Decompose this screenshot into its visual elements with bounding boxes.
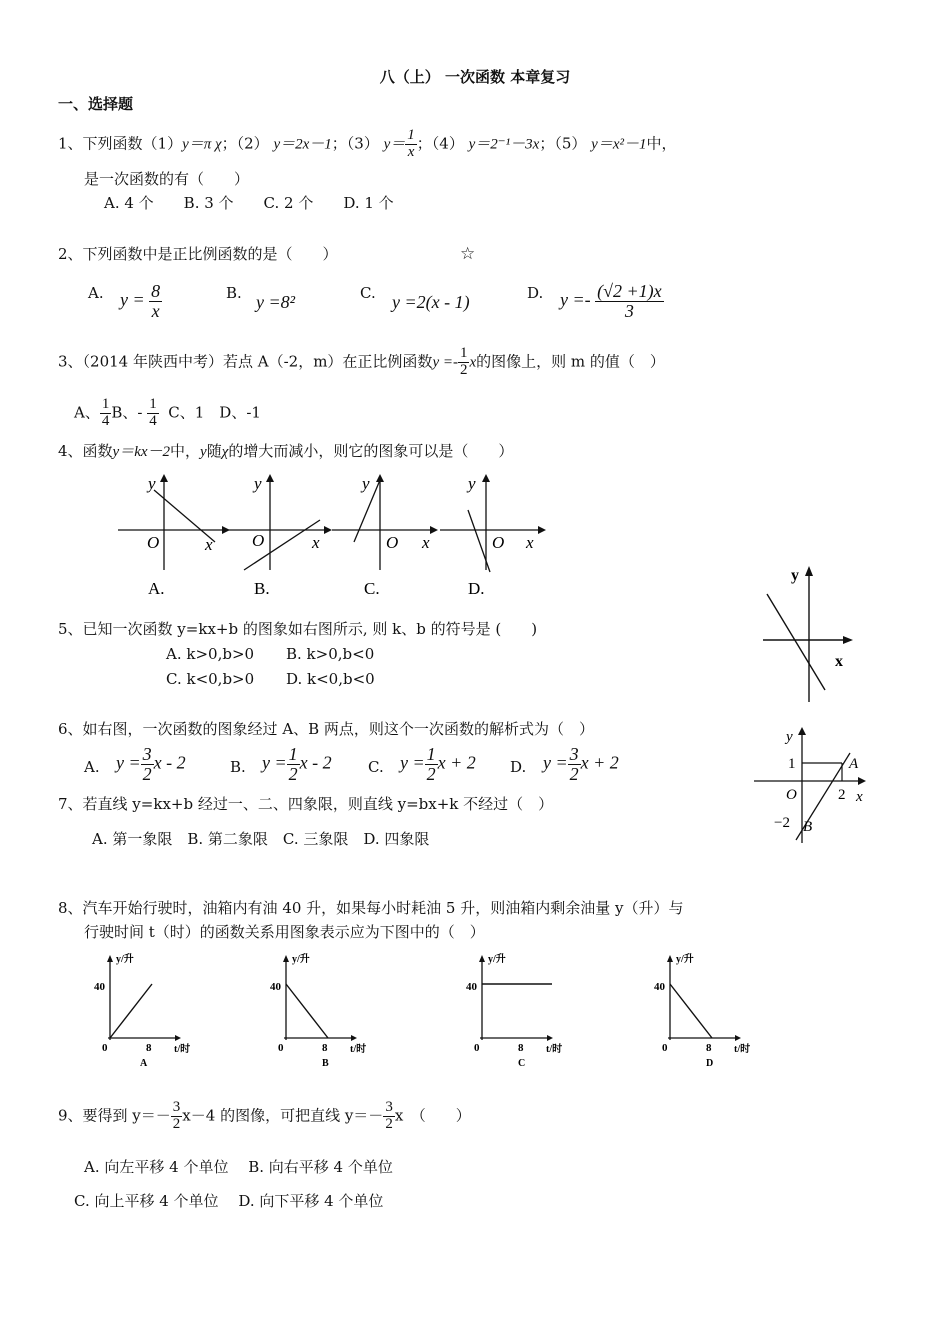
frac-numerator: 3 [385, 1099, 393, 1115]
q1-formula-3-lhs: y＝ [383, 136, 406, 153]
q1-text: 下列函数（1） [82, 134, 183, 153]
q4-graph-a [118, 474, 230, 598]
q2-a-frac [149, 282, 162, 321]
q3-options [74, 397, 261, 430]
q9-frac-2 [383, 1100, 395, 1133]
q6-option-b-label: B. [230, 758, 246, 776]
q9-options-ab: A. 向左平移 4 个单位 B. 向右平移 4 个单位 [84, 1158, 393, 1176]
origin-label: 0 [102, 1042, 108, 1054]
y-axis-arrow-icon [805, 566, 813, 576]
question-8-line-2: 行驶时间 t（时）的函数关系用图象表示应为下图中的（ ） [84, 923, 485, 941]
frac-numerator: 3 [172, 1099, 181, 1115]
x-axis-label: t/时 [350, 1044, 367, 1055]
frac-denominator: 2 [142, 763, 152, 784]
q4-var-y: y [200, 444, 207, 460]
q2-option-d [560, 282, 664, 321]
q3-text-1: 3、（2014 年陕西中考）若点 A（-2，m）在正比例函数 [58, 352, 433, 371]
q4-text-1: 4、函数 [58, 442, 113, 460]
frac-denominator: x [151, 300, 160, 321]
q1-formula-5: y＝x²－1 [591, 136, 647, 153]
x-axis-arrow-icon [858, 777, 866, 785]
q8-graph-b [270, 952, 366, 1069]
graph-label: B. [254, 579, 270, 598]
frac-numerator: (√2 +1)x [597, 281, 662, 301]
frac-denominator: 4 [101, 412, 110, 429]
q5-option-b: B. k>0,b<0 [286, 645, 375, 663]
graph-label: D [706, 1058, 714, 1069]
question-2: 2、下列函数中是正比例函数的是（ ） [58, 245, 338, 263]
q6-lhs: y = [543, 752, 568, 773]
q5-figure [755, 560, 865, 710]
q9-text-2: x－4 的图像，可把直线 y＝－ [182, 1106, 384, 1125]
frac-denominator: 2 [459, 361, 468, 378]
q6-b-frac [287, 745, 300, 784]
q1-sep-1: ；（2） [221, 134, 269, 153]
q3-a-frac [100, 397, 112, 430]
x-label: x [835, 653, 843, 670]
q4-text-4: 的增大而减小，则它的图象可以是（ ） [228, 442, 514, 460]
q2-d-frac [595, 282, 664, 321]
q7-options: A. 第一象限 B. 第二象限 C. 三象限 D. 四象限 [92, 830, 430, 848]
origin-label: O [786, 787, 797, 803]
y-axis-arrow-icon [479, 955, 485, 962]
frac-numerator: 1 [407, 127, 415, 143]
y-axis-label: y/升 [488, 954, 506, 965]
tick-label-8: 8 [518, 1042, 524, 1054]
question-9 [58, 1100, 471, 1133]
point-b-label: B [803, 819, 813, 835]
q1-formula-4: y＝2⁻¹－3x [468, 136, 540, 153]
y-axis-label: y/升 [676, 954, 694, 965]
q2-d-lhs: y =- [560, 289, 591, 310]
q9-text-3: x （ ） [394, 1106, 471, 1125]
x-axis-arrow-icon [324, 526, 332, 534]
q6-c-frac [425, 745, 438, 784]
q4-graph-d [440, 474, 546, 598]
y-axis-arrow-icon [667, 955, 673, 962]
graph-label: D. [468, 579, 485, 598]
x-label: x [205, 535, 213, 554]
q1-line-2: 是一次函数的有（ ） [84, 170, 250, 188]
q4-var-x: χ [221, 444, 229, 460]
q4-graphs [110, 470, 550, 605]
x-label: x [856, 789, 863, 805]
graph-line [110, 984, 152, 1038]
x-axis-label: t/时 [174, 1044, 191, 1055]
x-label: x [526, 533, 534, 552]
q6-option-c [400, 745, 476, 784]
section-heading: 一、选择题 [58, 95, 134, 113]
graph-label: B [322, 1058, 329, 1069]
question-8-line-1: 8、汽车开始行驶时，油箱内有油 40 升，如果每小时耗油 5 升，则油箱内剩余油量 y（升）与 [58, 899, 684, 917]
q1-formula-1: y＝π χ [182, 136, 222, 153]
q9-text-1: 9、要得到 y＝－ [58, 1106, 171, 1125]
graph-label: A [140, 1058, 148, 1069]
q1-formula-2: y＝2x－1 [273, 136, 332, 153]
q1-tail: 中， [646, 134, 677, 153]
q4-graph-b [224, 474, 332, 598]
frac-denominator: x [407, 143, 415, 160]
tick-label-1: 1 [788, 756, 796, 772]
question-1 [58, 128, 677, 161]
q6-a-frac [141, 745, 154, 784]
q6-option-c-label: C. [368, 758, 384, 776]
star-icon: ☆ [460, 244, 476, 264]
q1-number: 1、 [58, 134, 83, 153]
tick-label-40: 40 [94, 981, 105, 993]
q1-sep-3: ；（4） [416, 134, 464, 153]
x-label: x [422, 533, 430, 552]
graph-label: C [518, 1058, 526, 1069]
tick-label-8: 8 [706, 1042, 712, 1054]
q6-d-frac [568, 745, 581, 784]
tick-label-40: 40 [270, 981, 281, 993]
frac-numerator: 1 [288, 744, 298, 764]
x-axis-label: t/时 [546, 1044, 563, 1055]
q6-option-a [116, 745, 186, 784]
q6-figure [752, 725, 877, 850]
q6-c-rest: x + 2 [437, 752, 476, 773]
graph-label: C. [364, 579, 380, 598]
q6-option-b [262, 745, 332, 784]
q1-formula-3-frac [405, 128, 417, 161]
page-title: 八（上） 一次函数 本章复习 [379, 68, 571, 86]
frac-numerator: 3 [569, 744, 579, 764]
q3-b-frac [147, 397, 159, 430]
q6-option-d [543, 745, 619, 784]
q6-b-rest: x - 2 [299, 752, 332, 773]
y-axis-arrow-icon [798, 727, 806, 735]
q3-formula-frac [458, 346, 470, 379]
q8-graphs [80, 950, 760, 1070]
x-axis-label: t/时 [734, 1044, 751, 1055]
q3-formula-lhs: y =- [432, 354, 458, 371]
point-a-label: A [849, 756, 859, 772]
tick-label-neg2: −2 [774, 815, 790, 831]
q6-option-a-label: A. [84, 758, 100, 776]
y-label: y [362, 474, 370, 493]
x-label: x [312, 533, 320, 552]
frac-denominator: 4 [149, 412, 157, 429]
question-7: 7、若直线 y=kx+b 经过一、二、四象限，则直线 y=bx+k 不经过（ ） [58, 795, 554, 813]
y-axis-arrow-icon [160, 474, 168, 482]
x-axis-arrow-icon [735, 1035, 741, 1041]
graph-label: A. [148, 579, 165, 598]
y-axis-arrow-icon [283, 955, 289, 962]
question-6: 6、如右图，一次函数的图象经过 A、B 两点，则这个一次函数的解析式为（ ） [58, 720, 594, 738]
question-5: 5、已知一次函数 y=kx+b 的图象如右图所示, 则 k、b 的符号是 ( ) [58, 620, 538, 638]
y-label: y [786, 729, 793, 745]
frac-numerator: 1 [149, 396, 157, 412]
q1-sep-4: ；（5） [539, 134, 587, 153]
question-3 [58, 346, 665, 379]
origin-label: O [252, 531, 265, 550]
frac-numerator: 8 [151, 281, 161, 301]
x-axis-arrow-icon [430, 526, 438, 534]
origin-label: O [492, 533, 505, 552]
y-label: y [148, 474, 156, 493]
q3-a-label: A、 [74, 403, 100, 422]
frac-denominator: 2 [569, 763, 579, 784]
q6-d-rest: x + 2 [580, 752, 619, 773]
q6-lhs: y = [116, 752, 141, 773]
q6-lhs: y = [400, 752, 425, 773]
question-4 [58, 442, 513, 461]
q9-frac-1 [171, 1100, 183, 1133]
frac-denominator: 2 [426, 763, 436, 784]
q2-option-d-label: D. [527, 284, 544, 302]
graph-line [286, 984, 328, 1038]
q1-sep-2: ；（3） [331, 134, 379, 153]
x-axis-arrow-icon [175, 1035, 181, 1041]
q2-a-lhs: y = [120, 289, 145, 310]
y-axis-arrow-icon [266, 474, 274, 482]
q2-option-a-label: A. [88, 284, 104, 302]
q4-text-3: 随 [206, 442, 222, 460]
frac-denominator: 3 [624, 300, 634, 321]
q8-graph-a [94, 952, 190, 1069]
y-axis-arrow-icon [482, 474, 490, 482]
frac-numerator: 3 [142, 744, 152, 764]
q5-option-a: A. k>0,b>0 [166, 645, 255, 663]
origin-label: 0 [474, 1042, 480, 1054]
graph-line [670, 984, 712, 1038]
origin-label: 0 [662, 1042, 668, 1054]
tick-label-2: 2 [838, 787, 846, 803]
x-axis-arrow-icon [538, 526, 546, 534]
y-label: y [468, 474, 476, 493]
q3-b-label: B、- [111, 403, 143, 422]
y-axis-label: y/升 [292, 954, 310, 965]
q3-text-2: 的图像上，则 m 的值（ ） [476, 352, 665, 371]
y-label: y [791, 567, 799, 584]
q2-option-c-label: C. [360, 284, 376, 302]
x-axis-arrow-icon [351, 1035, 357, 1041]
y-label: y [254, 474, 262, 493]
q5-option-c: C. k<0,b>0 [166, 670, 255, 688]
q6-a-rest: x - 2 [153, 752, 186, 773]
frac-denominator: 2 [288, 763, 298, 784]
q2-option-c: y =2(x - 1) [392, 292, 470, 312]
x-axis-arrow-icon [547, 1035, 553, 1041]
y-axis-label: y/升 [116, 954, 134, 965]
q2-option-a [120, 282, 162, 321]
tick-label-8: 8 [146, 1042, 152, 1054]
frac-denominator: 2 [172, 1115, 181, 1132]
q2-option-b: y =8² [256, 292, 296, 312]
frac-denominator: 2 [385, 1115, 393, 1132]
frac-numerator: 1 [426, 744, 436, 764]
q9-options-cd: C. 向上平移 4 个单位 D. 向下平移 4 个单位 [74, 1192, 384, 1210]
graph-line [468, 510, 490, 572]
q4-text-2: 中， [170, 442, 201, 460]
x-axis-arrow-icon [843, 636, 853, 644]
graph-line [767, 594, 825, 690]
q5-option-d: D. k<0,b<0 [286, 670, 375, 688]
q6-option-d-label: D. [510, 758, 527, 776]
origin-label: O [386, 533, 399, 552]
tick-label-40: 40 [654, 981, 665, 993]
q6-lhs: y = [262, 752, 287, 773]
q4-graph-c [332, 474, 438, 598]
q8-graph-c [466, 952, 562, 1069]
q3-formula-var: x [469, 354, 477, 371]
frac-numerator: 1 [459, 345, 468, 361]
frac-numerator: 1 [101, 396, 110, 412]
y-axis-arrow-icon [107, 955, 113, 962]
q3-c-d-options: C、1 D、-1 [168, 403, 261, 422]
origin-label: O [147, 533, 160, 552]
tick-label-8: 8 [322, 1042, 328, 1054]
origin-label: 0 [278, 1042, 284, 1054]
q2-option-b-label: B. [226, 284, 242, 302]
tick-label-40: 40 [466, 981, 477, 993]
q8-graph-d [654, 952, 750, 1069]
q1-options: A. 4 个 B. 3 个 C. 2 个 D. 1 个 [104, 194, 394, 212]
q4-formula: y＝kx－2 [112, 444, 171, 460]
